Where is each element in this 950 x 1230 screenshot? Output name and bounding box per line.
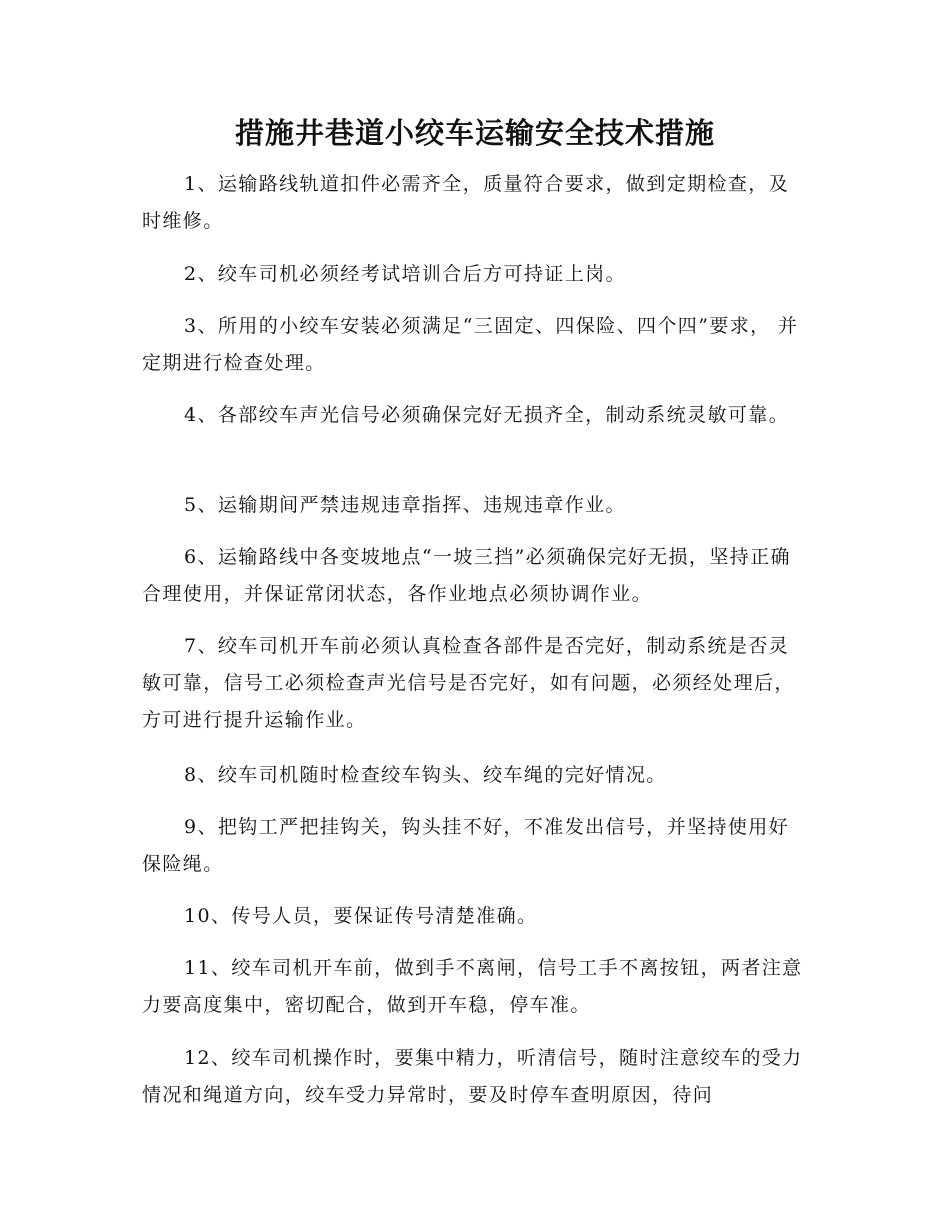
paragraph-2: 2、绞车司机必须经考试培训合后方可持证上岗。 [184,263,626,285]
paragraph-11: 11、绞车司机开车前，做到手不离闸，信号工手不离按钮，两者注意 力要高度集中，密切配合，做到开车稳，停车准。 [142,957,803,1016]
paragraph-12: 12、绞车司机操作时，要集中精力，听清信号，随时注意绞车的受力 情况和绳道方向，绞车受力异常时，要及时停车查明原因，待问 [142,1047,803,1106]
paragraph-7: 7、绞车司机开车前必须认真检查各部件是否完好，制动系统是否灵敏可靠，信号工必须检查声光信号是否完好，如有问题，必须经处理后，方可进行提升运输作业。 [142,635,795,731]
paragraph-8: 8、绞车司机随时检查绞车钩头、绞车绳的完好情况。 [184,764,667,786]
paragraph-3: 3、所用的小绞车安装必须满足“三固定、四保险、四个四”要求， 并定期进行检查处理。 [142,315,799,374]
paragraph-10: 10、传号人员，要保证传号清楚准确。 [184,905,538,927]
paragraph-9: 9、把钩工严把挂钩关，钩头挂不好，不准发出信号，并坚持使用好 保险绳。 [142,816,790,875]
paragraph-1: 1、运输路线轨道扣件必需齐全，质量符合要求，做到定期检查，及时维修。 [142,173,790,232]
paragraph-5: 5、运输期间严禁违规违章指挥、违规违章作业。 [184,494,626,516]
paragraph-6: 6、运输路线中各变坡地点“一坡三挡”必须确保完好无损，坚持正确合理使用，并保证常闭状态，各作业地点必须协调作业。 [142,546,791,605]
paragraph-4: 4、各部绞车声光信号必须确保完好无损齐全，制动系统灵敏可靠。 [184,404,790,426]
document-title: 措施井巷道小绞车运输安全技术措施 [234,116,715,150]
